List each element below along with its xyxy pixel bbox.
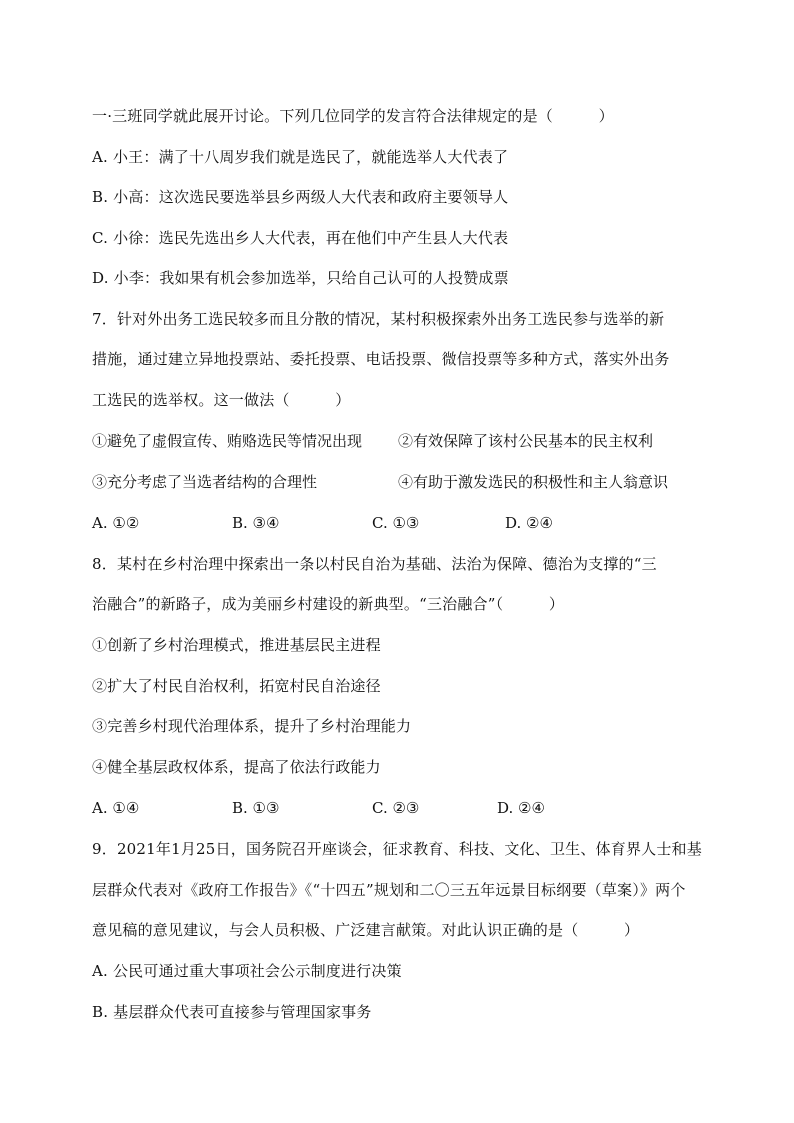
q7-choice-c: C. ①③ (372, 514, 420, 532)
q6-option-c: C. 小徐：选民先选出乡人大代表，再在他们中产生县人大代表 (92, 229, 509, 247)
q6-option-b: B. 小高：这次选民要选举县乡两级人大代表和政府主要领导人 (92, 188, 509, 206)
q8-choice-d: D. ②④ (497, 799, 545, 817)
q7-statement-2: ②有效保障了该村公民基本的民主权利 (398, 432, 654, 450)
q8-statement-3: ③完善乡村现代治理体系，提升了乡村治理能力 (92, 717, 412, 735)
q8-stem-line-1: 8．某村在乡村治理中探索出一条以村民自治为基础、法治为保障、德治为支撑的“三 (92, 555, 657, 573)
q9-option-b: B. 基层群众代表可直接参与管理国家事务 (92, 1003, 372, 1021)
q9-stem-line-3: 意见稿的意见建议，与会人员积极、广泛建言献策。对此认识正确的是（ ） (92, 921, 640, 939)
q6-option-a: A. 小王：满了十八周岁我们就是选民了，就能选举人大代表了 (92, 148, 509, 166)
q7-stem-line-1: 7．针对外出务工选民较多而且分散的情况，某村积极探索外出务工选民参与选举的新 (92, 310, 665, 328)
q7-statement-3: ③充分考虑了当选者结构的合理性 (92, 473, 318, 491)
q9-stem-line-1: 9．2021年1月25日，国务院召开座谈会，征求教育、科技、文化、卫生、体育界人士和基 (92, 840, 702, 858)
q8-stem-line-2: 治融合”的新路子，成为美丽乡村建设的新典型。“三治融合”（ ） (92, 595, 565, 613)
q7-choice-b: B. ③④ (232, 514, 280, 532)
q8-statement-2: ②扩大了村民自治权利，拓宽村民自治途径 (92, 677, 381, 695)
q7-choice-a: A. ①② (92, 514, 140, 532)
q8-choice-c: C. ②③ (372, 799, 420, 817)
q8-choice-a: A. ①④ (92, 799, 140, 817)
q7-stem-line-3: 工选民的选举权。这一做法（ ） (92, 391, 351, 409)
q7-choice-d: D. ②④ (505, 514, 553, 532)
q7-statement-4: ④有助于激发选民的积极性和主人翁意识 (398, 473, 669, 491)
q6-stem: 一·三班同学就此展开讨论。下列几位同学的发言符合法律规定的是（ ） (92, 107, 614, 125)
q8-statement-1: ①创新了乡村治理模式，推进基层民主进程 (92, 636, 381, 654)
q6-option-d: D. 小李：我如果有机会参加选举，只给自己认可的人投赞成票 (92, 269, 509, 287)
q9-stem-line-2: 层群众代表对《政府工作报告》《“十四五”规划和二〇三五年远景目标纲要（草案）》两个 (92, 881, 686, 899)
q9-option-a: A. 公民可通过重大事项社会公示制度进行决策 (92, 962, 402, 980)
q7-stem-line-2: 措施，通过建立异地投票站、委托投票、电话投票、微信投票等多种方式，落实外出务 (92, 350, 670, 368)
q8-statement-4: ④健全基层政权体系，提高了依法行政能力 (92, 758, 381, 776)
q7-statement-1: ①避免了虚假宣传、贿赂选民等情况出现 (92, 432, 363, 450)
q8-choice-b: B. ①③ (232, 799, 280, 817)
